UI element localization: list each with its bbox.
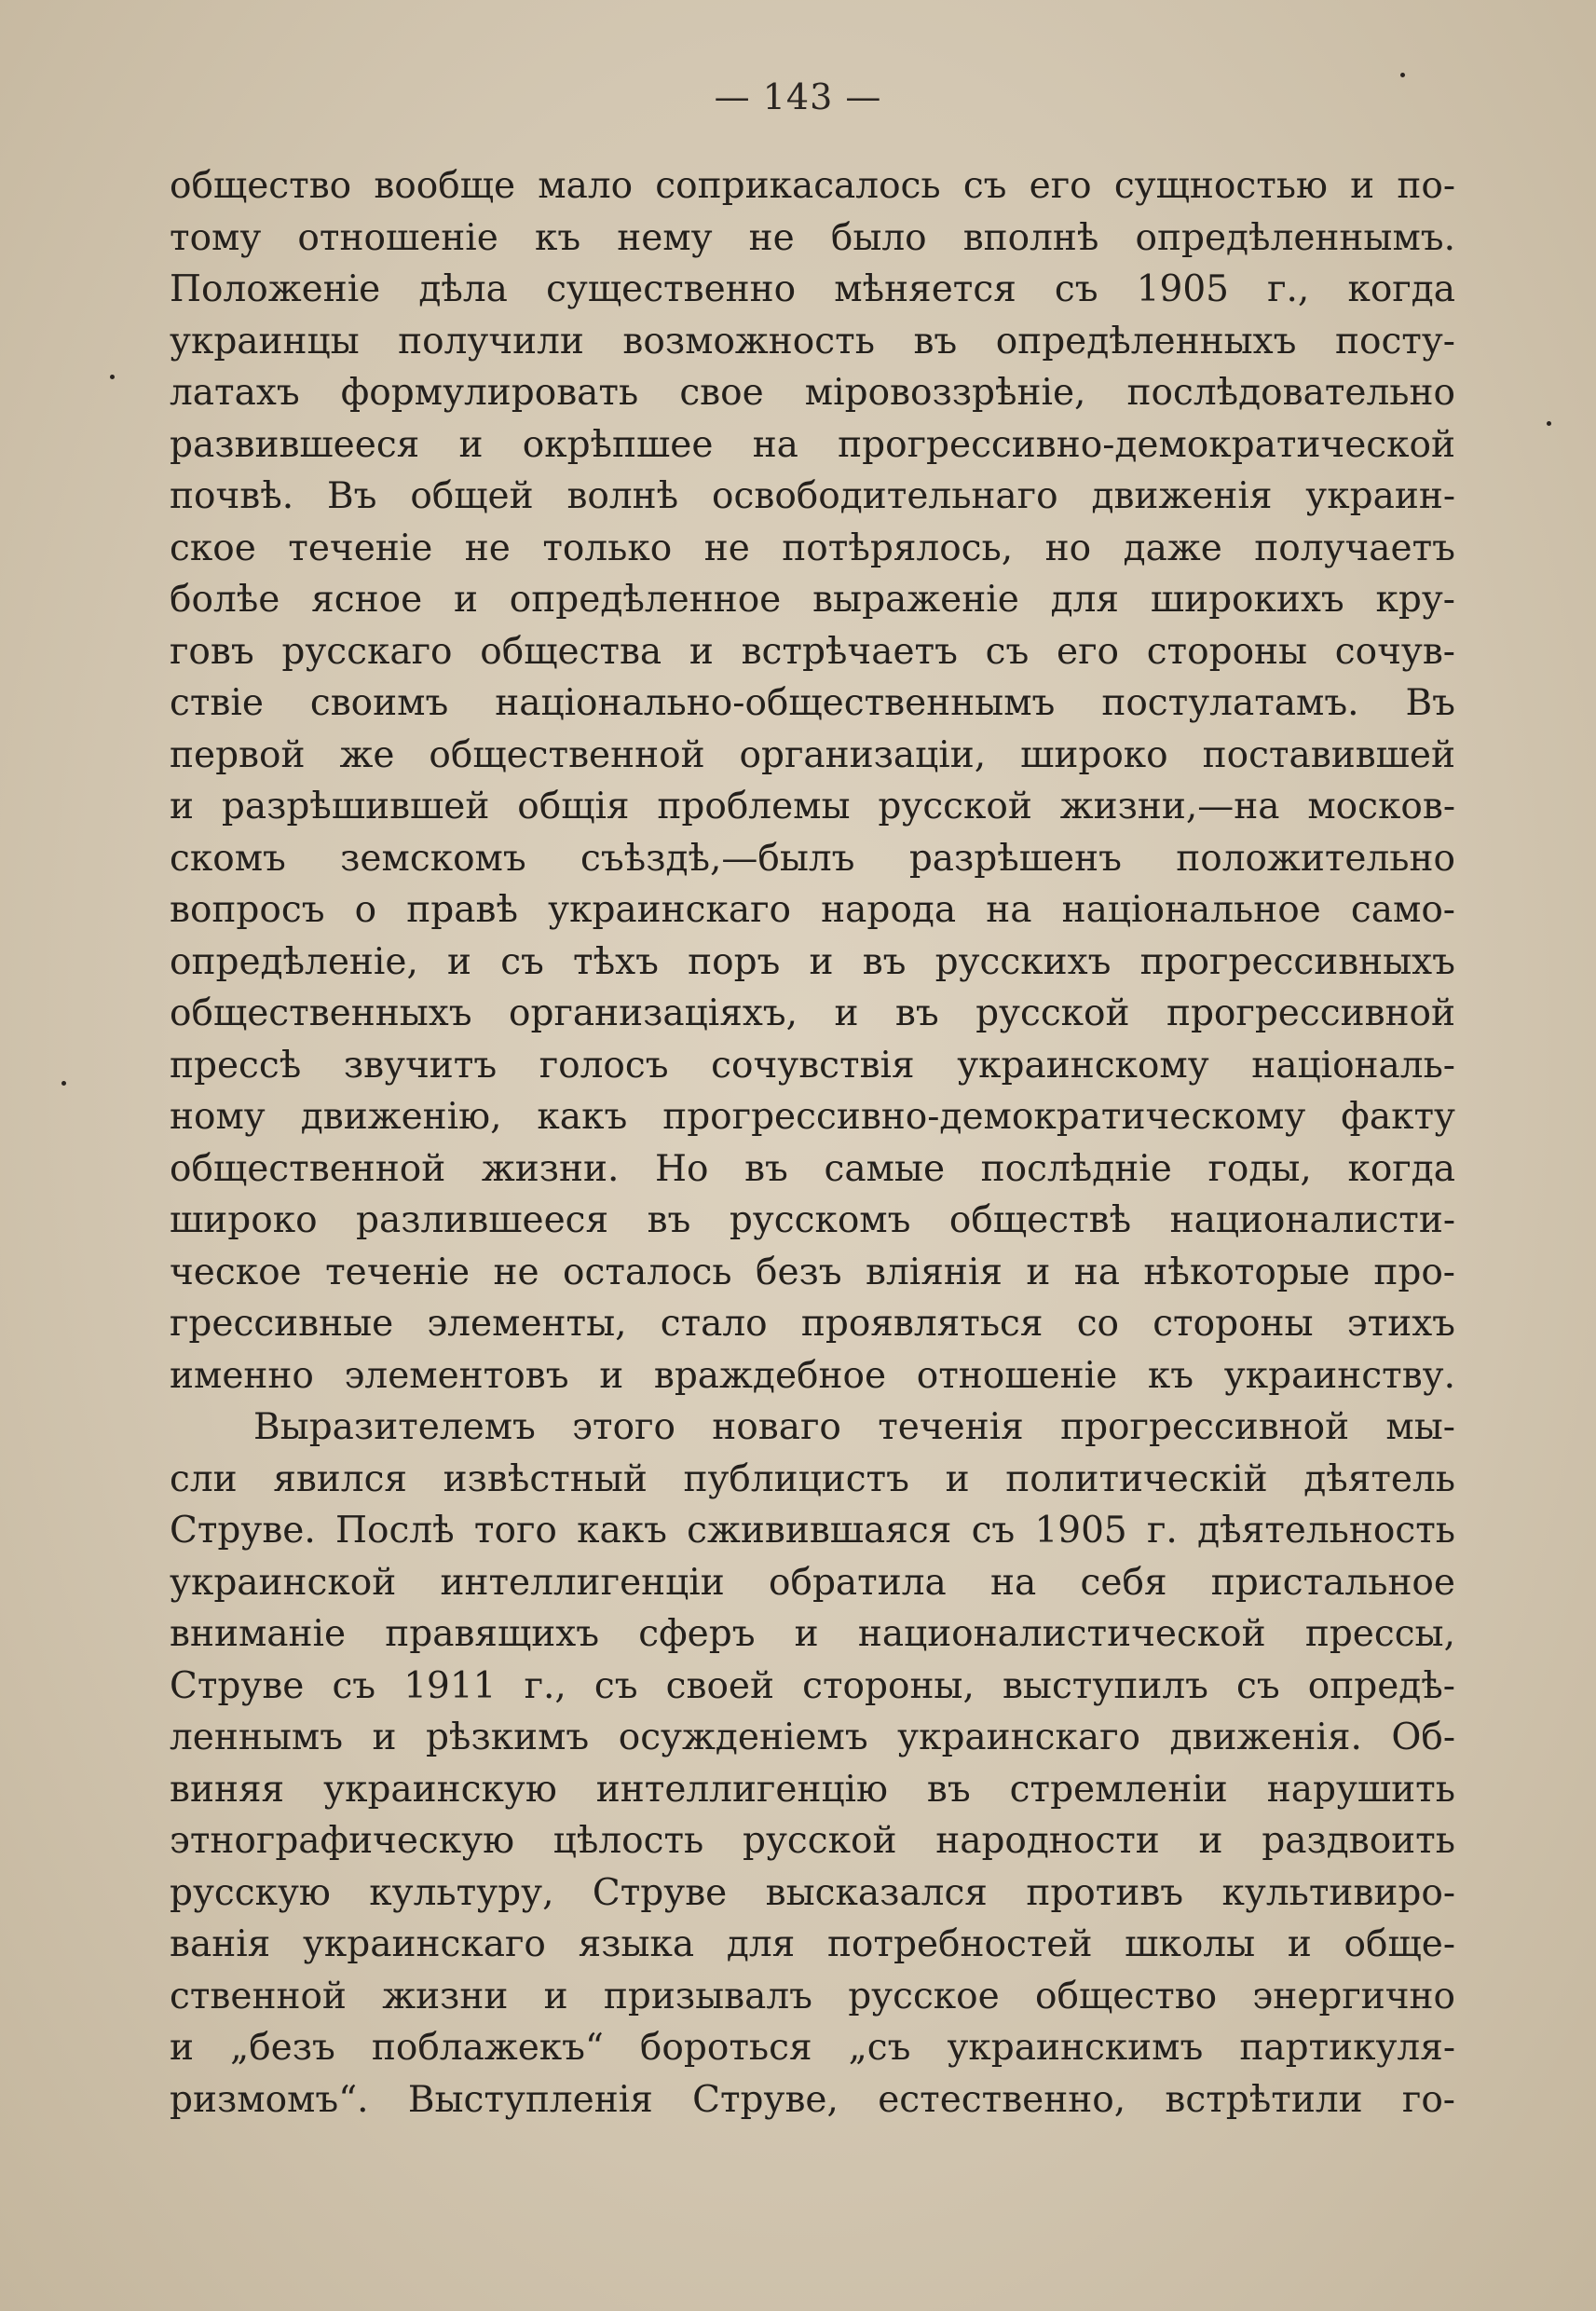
- page-number: — 143 —: [714, 76, 882, 117]
- text-line: и „безъ поблажекъ“ бороться „съ украинскимъ партикуля-: [170, 2027, 1455, 2069]
- text-line: именно элементовъ и враждебное отношеніе къ украинству.: [170, 1354, 1455, 1397]
- ink-speck: [110, 375, 115, 379]
- text-line: ризмомъ“. Выступленія Струве, естественно, встрѣтили го-: [170, 2078, 1455, 2121]
- text-line: Струве съ 1911 г., съ своей стороны, выступилъ съ опредѣ-: [170, 1664, 1455, 1707]
- text-line: Выразителемъ этого новаго теченія прогрессивной мы-: [253, 1406, 1455, 1448]
- text-line: тому отношеніе къ нему не было вполнѣ опредѣленнымъ.: [170, 216, 1455, 259]
- text-line: и разрѣшившей общія проблемы русской жизни,—на москов-: [170, 786, 1455, 827]
- text-line: украинской интеллигенціи обратила на себя пристальное: [170, 1561, 1455, 1604]
- text-line: говъ русскаго общества и встрѣчаетъ съ его стороны сочув-: [170, 630, 1455, 673]
- body-text: [170, 160, 1455, 2126]
- text-line: грессивные элементы, стало проявляться со стороны этихъ: [170, 1303, 1455, 1345]
- text-line: латахъ формулировать свое міровоззрѣніе, послѣдовательно: [170, 372, 1455, 414]
- text-line: болѣе ясное и опредѣленное выраженіе для широкихъ кру-: [170, 579, 1455, 621]
- ink-speck: [61, 1081, 66, 1086]
- text-line: виняя украинскую интеллигенцію въ стремленіи нарушить: [170, 1768, 1455, 1811]
- text-line: скомъ земскомъ съѣздѣ,—былъ разрѣшенъ положительно: [170, 837, 1455, 880]
- text-line: общество вообще мало соприкасалось съ его сущностью и по-: [170, 165, 1455, 207]
- text-line: леннымъ и рѣзкимъ осужденіемъ украинскаго движенія. Об-: [170, 1716, 1455, 1758]
- ink-speck: [1400, 73, 1405, 77]
- text-line: Положеніе дѣла существенно мѣняется съ 1905 г., когда: [170, 268, 1455, 310]
- text-line: первой же общественной организаціи, широко поставившей: [170, 733, 1455, 776]
- text-line: вопросъ о правѣ украинскаго народа на національное само-: [170, 889, 1455, 931]
- text-line: ское теченіе не только не потѣрялось, но даже получаетъ: [170, 526, 1455, 569]
- text-line: этнографическую цѣлость русской народности и раздвоить: [170, 1820, 1455, 1862]
- text-line: общественныхъ организаціяхъ, и въ русской прогрессивной: [170, 992, 1455, 1034]
- text-line: ствіе своимъ національно-общественнымъ постулатамъ. Въ: [170, 682, 1455, 724]
- text-line: широко разлившееся въ русскомъ обществѣ националисти-: [170, 1199, 1455, 1241]
- text-line: прессѣ звучитъ голосъ сочувствія украинскому національ-: [170, 1044, 1455, 1087]
- text-line: опредѣленіе, и съ тѣхъ поръ и въ русскихъ прогрессивныхъ: [170, 940, 1455, 983]
- text-line: русскую культуру, Струве высказался противъ культивиро-: [170, 1871, 1455, 1914]
- ink-speck: [1547, 421, 1551, 426]
- text-line: ческое теченіе не осталось безъ вліянія и на нѣкоторые про-: [170, 1251, 1455, 1293]
- text-line: ственной жизни и призывалъ русское общество энергично: [170, 1975, 1455, 2017]
- text-line: почвѣ. Въ общей волнѣ освободительнаго движенія украин-: [170, 475, 1455, 517]
- text-line: Струве. Послѣ того какъ сживившаяся съ 1905 г. дѣятельность: [170, 1510, 1455, 1552]
- text-line: развившееся и окрѣпшее на прогрессивно-демократической: [170, 423, 1455, 466]
- text-line: украинцы получили возможность въ опредѣленныхъ посту-: [170, 320, 1455, 362]
- text-line: вниманіе правящихъ сферъ и националистической прессы,: [170, 1613, 1455, 1655]
- text-line: ному движенію, какъ прогрессивно-демократическому факту: [170, 1096, 1455, 1138]
- text-line: общественной жизни. Но въ самые послѣдніе годы, когда: [170, 1147, 1455, 1190]
- text-line: ванія украинскаго языка для потребностей школы и обще-: [170, 1923, 1455, 1965]
- text-line: сли явился извѣстный публицистъ и политическій дѣятель: [170, 1457, 1455, 1500]
